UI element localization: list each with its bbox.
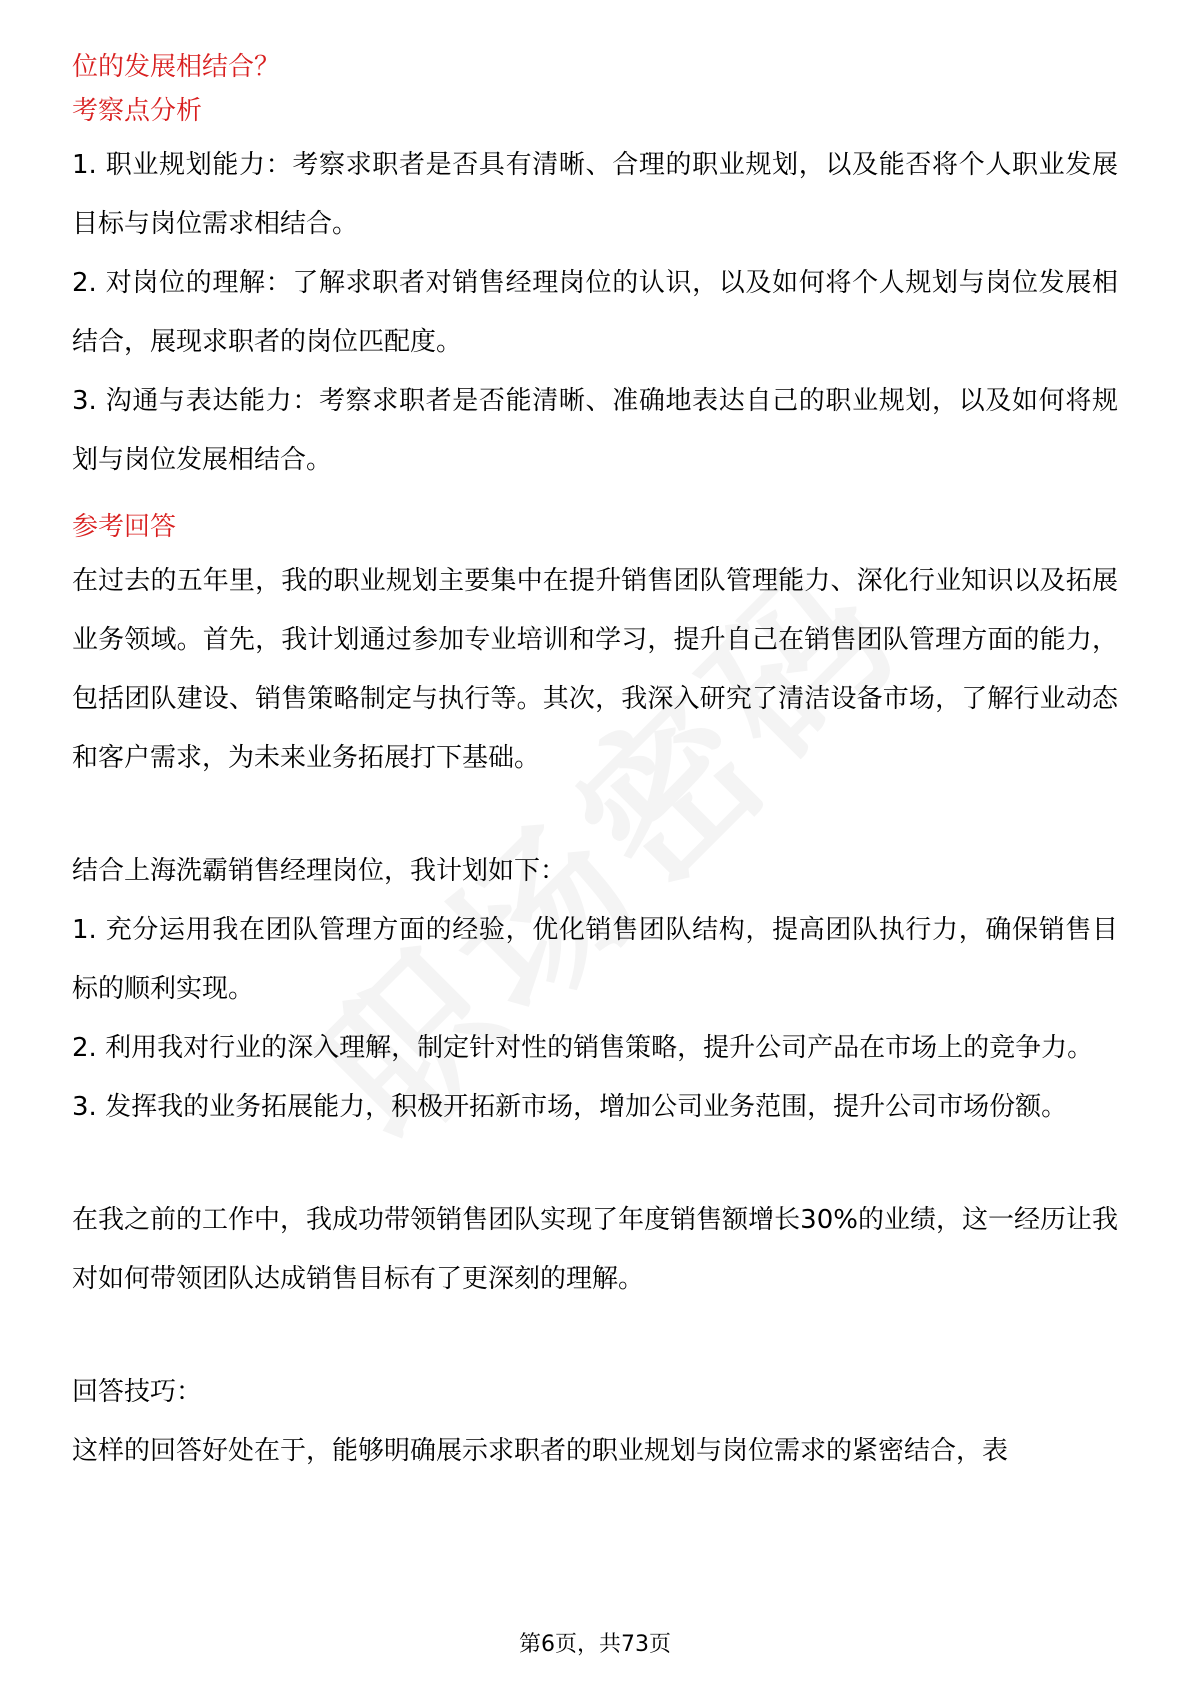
page-number: 第6页，共73页 [519,1632,671,1657]
answer-intro: 在过去的五年里，我的职业规划主要集中在提升销售团队管理能力、深化行业知识以及拓展业务领域。首先，我计划通过参加专业培训和学习，提升自己在销售团队管理方面的能力，包括团队建设、销售策略制定与执行等。其次，我深入研究了清洁设备市场，了解行业动态和客户需求，为未来业务拓展打下基础。 [72,566,1118,773]
page-content [72,48,1118,1481]
plan-item-1: 1. 充分运用我在团队管理方面的经验，优化销售团队结构，提高团队执行力，确保销售目标的顺利实现。 [72,915,1118,1004]
analysis-point-3: 3. 沟通与表达能力：考察求职者是否能清晰、准确地表达自己的职业规划，以及如何将规划与岗位发展相结合。 [72,386,1118,475]
tips-text: 这样的回答好处在于，能够明确展示求职者的职业规划与岗位需求的紧密结合，表 [72,1436,1009,1466]
plan-item-3: 3. 发挥我的业务拓展能力，积极开拓新市场，增加公司业务范围，提升公司市场份额。 [72,1092,1068,1122]
analysis-heading: 考察点分析 [72,96,203,126]
analysis-point-2: 2. 对岗位的理解：了解求职者对销售经理岗位的认识，以及如何将个人规划与岗位发展相结合，展现求职者的岗位匹配度。 [72,268,1118,357]
plan-item-2: 2. 利用我对行业的深入理解，制定针对性的销售策略，提升公司产品在市场上的竞争力。 [72,1033,1094,1063]
answer-heading: 参考回答 [72,512,177,542]
analysis-point-1: 1. 职业规划能力：考察求职者是否具有清晰、合理的职业规划，以及能否将个人职业发展目标与岗位需求相结合。 [72,150,1118,239]
achievement-paragraph: 在我之前的工作中，我成功带领销售团队实现了年度销售额增长30%的业绩，这一经历让我对如何带领团队达成销售目标有了更深刻的理解。 [72,1205,1118,1294]
tips-label: 回答技巧： [72,1377,203,1407]
question-title: 位的发展相结合？ [72,52,281,82]
plan-intro: 结合上海洗霸销售经理岗位，我计划如下： [72,856,567,886]
